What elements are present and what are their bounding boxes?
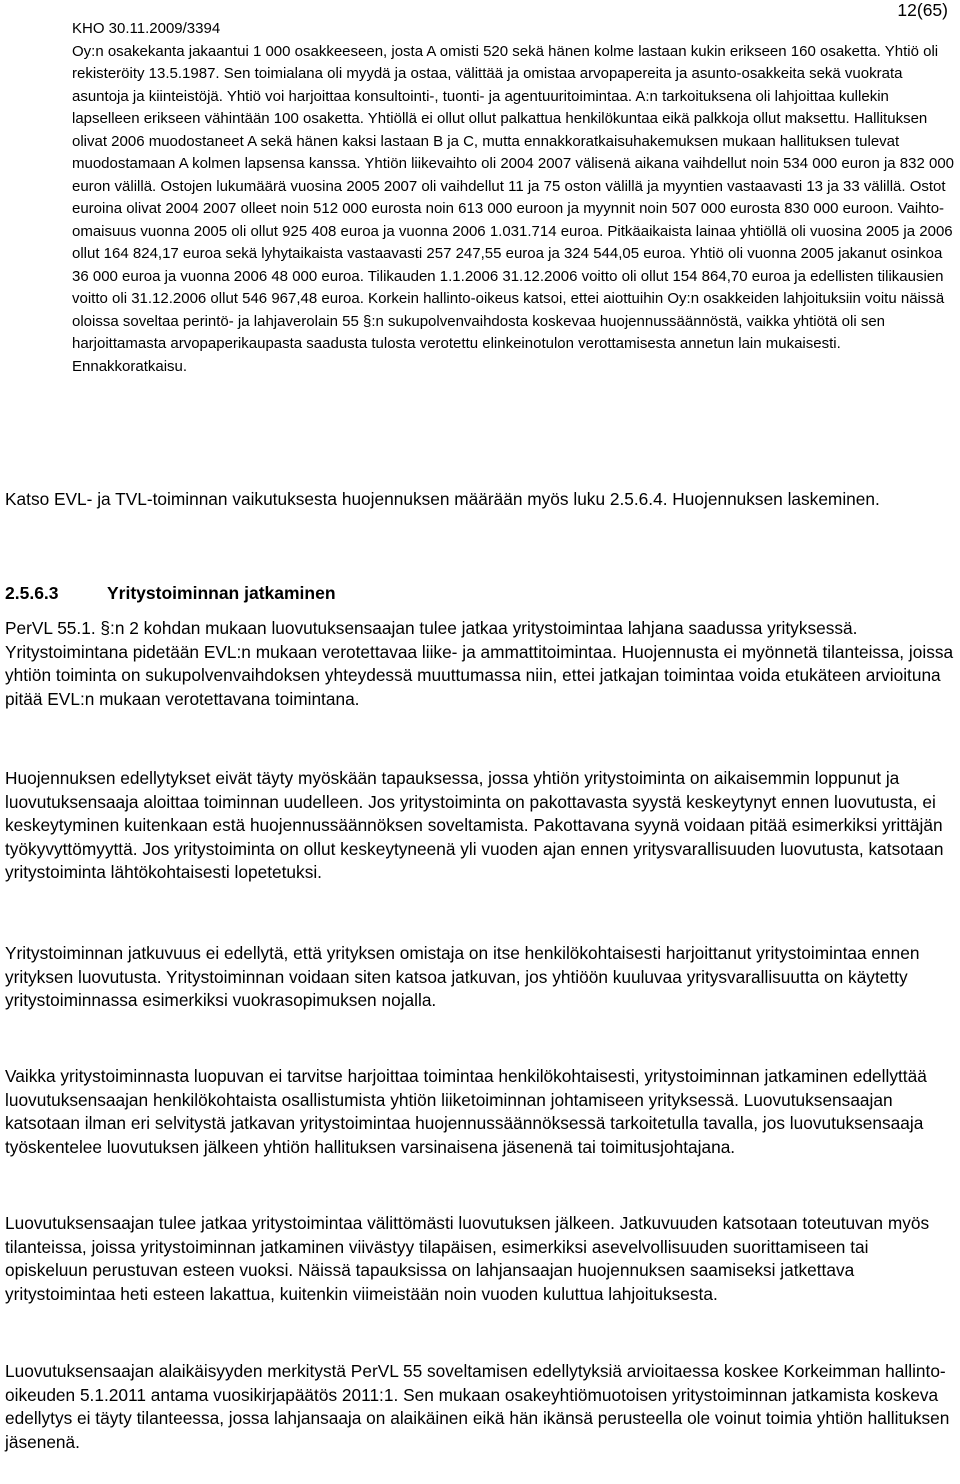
see-also-paragraph-block: [5, 488, 955, 512]
section-title: Yritystoiminnan jatkaminen: [107, 583, 336, 603]
case-quote: [72, 18, 956, 378]
see-also-paragraph: Katso EVL- ja TVL-toiminnan vaikutuksesta huojennuksen määrään myös luku 2.5.6.4. Huojennuksen laskeminen.: [5, 489, 880, 509]
case-reference: KHO 30.11.2009/3394: [72, 20, 221, 37]
body-paragraph-5: Luovutuksensaajan tulee jatkaa yritystoimintaa välittömästi luovutuksen jälkeen. Jatkuvuuden katsotaan toteutuvan myös tilanteissa, joissa yritystoiminnan jatkaminen viivästyy tilapäisen, esimerkiksi asevelvollisuuden suorittamiseen tai opiskeluun perustuvan esteen vuoksi. Näissä tapauksissa on lahjansaajan huojennuksen saamiseksi jatkettava yritystoimintaa heti esteen lakattua, kuitenkin viimeistään noin vuoden kuluttua lahjoituksesta.: [5, 1213, 930, 1304]
case-summary: Oy:n osakekanta jakaantui 1 000 osakkeeseen, josta A omisti 520 sekä hänen kolme lastaan kukin erikseen 160 osaketta. Yhtiö oli rekisteröity 13.5.1987. Sen toimialana oli myydä ja ostaa, välittää ja omistaa arvopapereita ja asunto-osakkeita sekä vuokrata asuntoja ja kiinteistöjä. Yhtiö voi harjoittaa konsultointi-, tuonti- ja agentuuritoimintaa. A:n tarkoituksena oli lahjoittaa kullekin lapselleen erikseen vähintään 100 osaketta. Yhtiöllä ei ollut ollut palkattua henkilökuntaa eikä palkkoja ollut maksettu. Hallituksen olivat 2006 muodostaneet A sekä hänen kaksi lastaan B ja C, mutta ennakkoratkaisuhakemuksen mukaan hallituksen tulevat muodostamaan A kolmen lapsensa kanssa. Yhtiön liikevaihto oli 2004 2007 välisenä aikana vaihdellut noin 534 000 euron ja 832 000 euron välillä. Ostojen lukumäärä vuosina 2005 2007 oli vaihdellut 11 ja 75 oston välillä ja myyntien vastaavasti 13 ja 33 välillä. Ostot euroina olivat 2004 2007 olleet noin 512 000 eurosta noin 613 000 euroon ja myynnit noin 507 000 eurosta 830 000 euroon. Vaihto-omaisuus vuonna 2005 oli ollut 925 408 euroa ja vuonna 2006 1.031.714 euroa. Pitkäaikaista lainaa yhtiöllä oli vuosina 2005 ja 2006 ollut 164 824,17 euroa sekä lyhytaikaista vastaavasti 257 247,55 euroa ja 324 544,05 euroa. Yhtiö oli vuonna 2005 jakanut osinkoa 36 000 euroa ja vuonna 2006 48 000 euroa. Tilikauden 1.1.2006 31.12.2006 voitto oli ollut 154 864,70 euroa ja edellisten tilikausien voitto oli 31.12.2006 ollut 546 967,48 euroa. Korkein hallinto-oikeus katsoi, ettei aiottuihin Oy:n osakkeiden lahjoituksiin voitu näissä oloissa soveltaa perintö- ja lahjaverolain 55 §:n sukupolvenvaihdosta koskevaa huojennussäännöstä, vaikka yhtiötä oli sen harjoittamasta arvopaperikaupasta saadusta tulosta verotettu elinkeinotulon verottamisesta annetun lain mukaisesti. Ennakkoratkaisu.: [72, 42, 955, 375]
section-number: 2.5.6.3: [5, 583, 59, 603]
body-paragraph-4-block: [5, 1065, 955, 1159]
body-paragraph-2-block: [5, 767, 955, 885]
section-heading: [5, 582, 336, 605]
body-paragraph-3-block: [5, 942, 955, 1013]
body-paragraph-4: Vaikka yritystoiminnasta luopuvan ei tarvitse harjoittaa toimintaa henkilökohtaisesti, yritystoiminnan jatkaminen edellyttää luovutuksensaajan henkilökohtaista osallistumista yhtiön liiketoiminnan johtamiseen yrityksessä. Luovutuksensaajan katsotaan ilman eri selvitystä jatkavan yritystoimintaa huojennussäännöksessä tarkoitetulla tavalla, jos luovutuksensaaja työskentelee luovutuksen jälkeen yhtiön hallituksen varsinaisena jäsenenä tai toimitusjohtajana.: [5, 1066, 927, 1157]
body-paragraph-3: Yritystoiminnan jatkuvuus ei edellytä, että yrityksen omistaja on itse henkilökohtaisesti harjoittanut yritystoimintaa ennen yrityksen luovutusta. Yritystoiminnan voidaan siten katsoa jatkuvan, jos yhtiöön kuuluvaa yritysvarallisuutta on käytetty yritystoiminnassa esimerkiksi vuokrasopimuksen nojalla.: [5, 943, 920, 1010]
body-paragraph-1: PerVL 55.1. §:n 2 kohdan mukaan luovutuksensaajan tulee jatkaa yritystoimintaa lahjana saadussa yrityksessä. Yritystoimintana pidetään EVL:n mukaan verotettavaa liike- ja ammattitoimintaa. Huojennusta ei myönnetä tilanteissa, joissa yhtiön toiminta on sukupolvenvaihdoksen yhteydessä muuttumassa niin, ettei jatkajan toimintaa voida etukäteen arvioituna pitää EVL:n mukaan verotettavana toimintana.: [5, 618, 954, 709]
body-paragraph-1-block: [5, 617, 955, 711]
body-paragraph-6-block: [5, 1360, 955, 1454]
body-paragraph-5-block: [5, 1212, 955, 1306]
body-paragraph-2: Huojennuksen edellytykset eivät täyty myöskään tapauksessa, jossa yhtiön yritystoiminta on aikaisemmin loppunut ja luovutuksensaaja aloittaa toiminnan uudelleen. Jos yritystoiminta on pakottavasta syystä keskeytynyt ennen luovutusta, ei keskeytyminen kuitenkaan estä huojennussäännöksen soveltamista. Pakottavana syynä voidaan pitää esimerkiksi yrittäjän työkyvyttömyyttä. Jos yritystoiminta on ollut keskeytyneenä yli vuoden ajan ennen yritysvarallisuuden luovutusta, katsotaan yritystoiminta lähtökohtaisesti lopetetuksi.: [5, 768, 944, 882]
body-paragraph-6: Luovutuksensaajan alaikäisyyden merkitystä PerVL 55 soveltamisen edellytyksiä arvioitaessa koskee Korkeimman hallinto-oikeuden 5.1.2011 antama vuosikirjapäätös 2011:1. Sen mukaan osakeyhtiömuotoisen yritystoiminnan jatkamista koskeva edellytys ei täyty tilanteessa, jossa lahjansaaja on alaikäinen eikä hän ikänsä perusteella ole voinut toimia yhtiön hallituksen jäsenenä.: [5, 1361, 950, 1452]
page-number: 12(65): [897, 0, 948, 20]
